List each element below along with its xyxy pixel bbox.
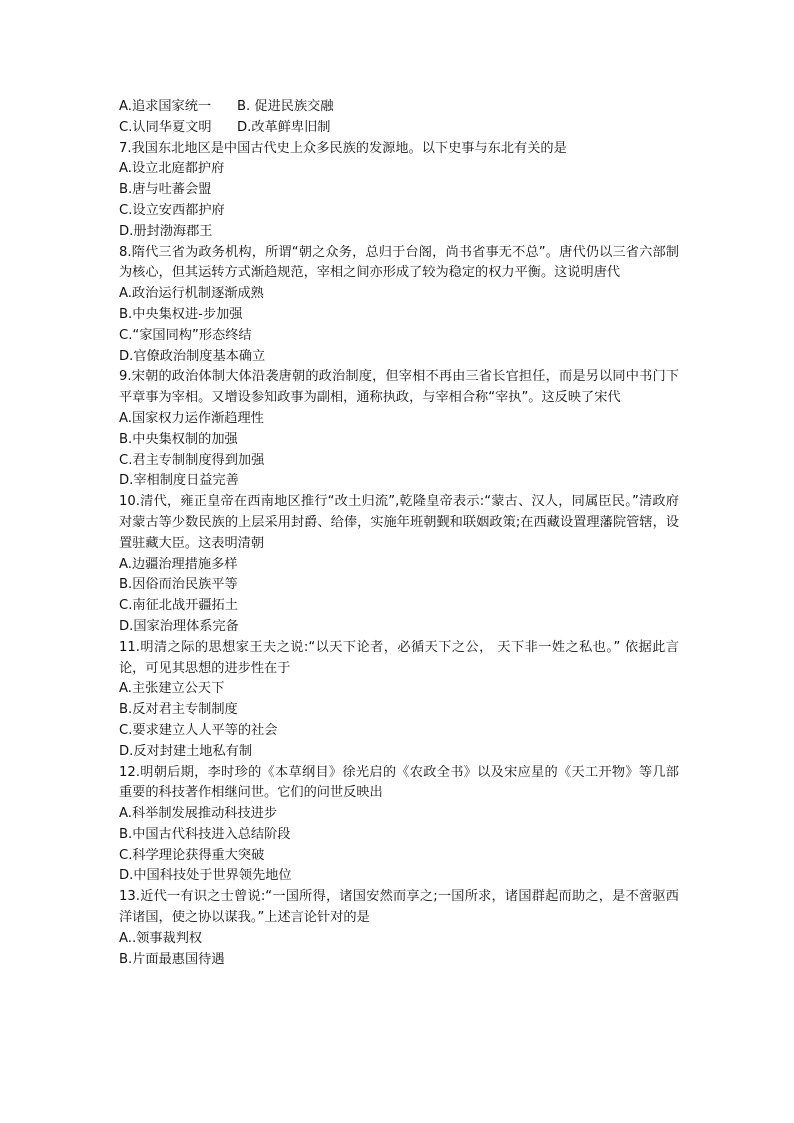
question-12-option-d: D.中国科技处于世界领先地位 <box>119 868 292 884</box>
question-7-option-c: C.设立安西都护府 <box>119 202 225 218</box>
question-7-stem: 7.我国东北地区是中国古代史上众多民族的发源地。以下史事与东北有关的是 <box>119 140 567 156</box>
question-9-stem: 9.宋朝的政治体制大体沿袭唐朝的政治制度，但宰相不再由三省长官担任，而是另以同中书门下平章事为宰相。又增设参知政事为副相，通称执政，与宰相合称“宰执”。这反映了宋代 <box>119 369 679 406</box>
question-9-option-b: B.中央集权制的加强 <box>119 431 238 447</box>
question-8-stem: 8.隋代三省为政务机构，所谓“朝之众务，总归于台阁，尚书省事无不总”。唐代仍以三省六部制为核心，但其运转方式渐趋规范，宰相之间亦形成了较为稳定的权力平衡。这说明唐代 <box>119 244 679 281</box>
q6-option-b: B. 促进民族交融 <box>237 99 334 114</box>
question-8-option-c: C.“家国同构”形态终结 <box>119 327 252 343</box>
q6-options-row-2 <box>119 118 679 139</box>
question-7-option-b: B.唐与吐蕃会盟 <box>119 182 212 198</box>
question-12-option-c: C.科学理论获得重大突破 <box>119 847 265 863</box>
question-10-option-c: C.南征北战开疆拓土 <box>119 598 238 614</box>
question-10-option-a: A.边疆治理措施多样 <box>119 556 238 572</box>
question-8-option-b: B.中央集权进-步加强 <box>119 306 243 322</box>
question-11-option-a: A.主张建立公天下 <box>119 681 225 697</box>
question-13-stem: 13.近代一有识之士曾说:“一国所得，诸国安然而享之;一国所求，诸国群起而助之，是不啻驱西洋诸国，使之协以谋我。”上述言论针对的是 <box>119 889 679 926</box>
question-9-option-c: C.君主专制制度得到加强 <box>119 452 265 468</box>
question-10-option-d: D.国家治理体系完备 <box>119 618 239 634</box>
question-10-option-b: B.因俗而治民族平等 <box>119 577 238 593</box>
q6-options-row-1 <box>119 97 679 118</box>
question-7-option-d: D.册封渤海郡王 <box>119 223 213 239</box>
question-7-option-a: A.设立北庭都护府 <box>119 161 225 177</box>
question-8-option-a: A.政治运行机制逐渐成熟 <box>119 286 264 302</box>
question-9-option-a: A.国家权力运作渐趋理性 <box>119 410 264 426</box>
question-13-option-a: A..领事裁判权 <box>119 930 203 946</box>
question-9-option-d: D.宰相制度日益完善 <box>119 473 239 489</box>
question-8-option-d: D.官僚政治制度基本确立 <box>119 348 266 364</box>
question-10-stem: 10.清代，雍正皇帝在西南地区推行“改土归流”,乾隆皇帝表示:“蒙古、汉人，同属臣民。”清政府对蒙古等少数民族的上层采用封爵、给俸，实施年班朝觐和联姻政策;在西藏设置理藩院管辖，设置驻藏大臣。这表明清朝 <box>119 494 679 551</box>
question-12-option-a: A.科举制发展推动科技进步 <box>119 806 278 822</box>
question-12-stem: 12.明朝后期，李时珍的《本草纲目》徐光启的《农政全书》以及宋应星的《天工开物》等几部重要的科技著作相继问世。它们的问世反映出 <box>119 764 679 801</box>
question-11-stem: 11.明清之际的思想家王夫之说:“以天下论者，必循天下之公， 天下非一姓之私也。” 依据此言论，可见其思想的进步性在于 <box>119 639 679 676</box>
q6-option-c: C.认同华夏文明 <box>119 119 212 135</box>
question-13-option-b: B.片面最惠国待遇 <box>119 951 225 967</box>
question-12-option-b: B.中国古代科技进入总结阶段 <box>119 826 291 842</box>
question-11-option-c: C.要求建立人人平等的社会 <box>119 722 278 738</box>
q6-option-d: D.改革鲜卑旧制 <box>237 119 331 135</box>
exam-page <box>119 97 679 970</box>
q6-option-a: A.追求国家统一 <box>119 99 212 114</box>
question-11-option-b: B.反对君主专制制度 <box>119 702 238 718</box>
question-11-option-d: D.反对封建土地私有制 <box>119 743 253 759</box>
